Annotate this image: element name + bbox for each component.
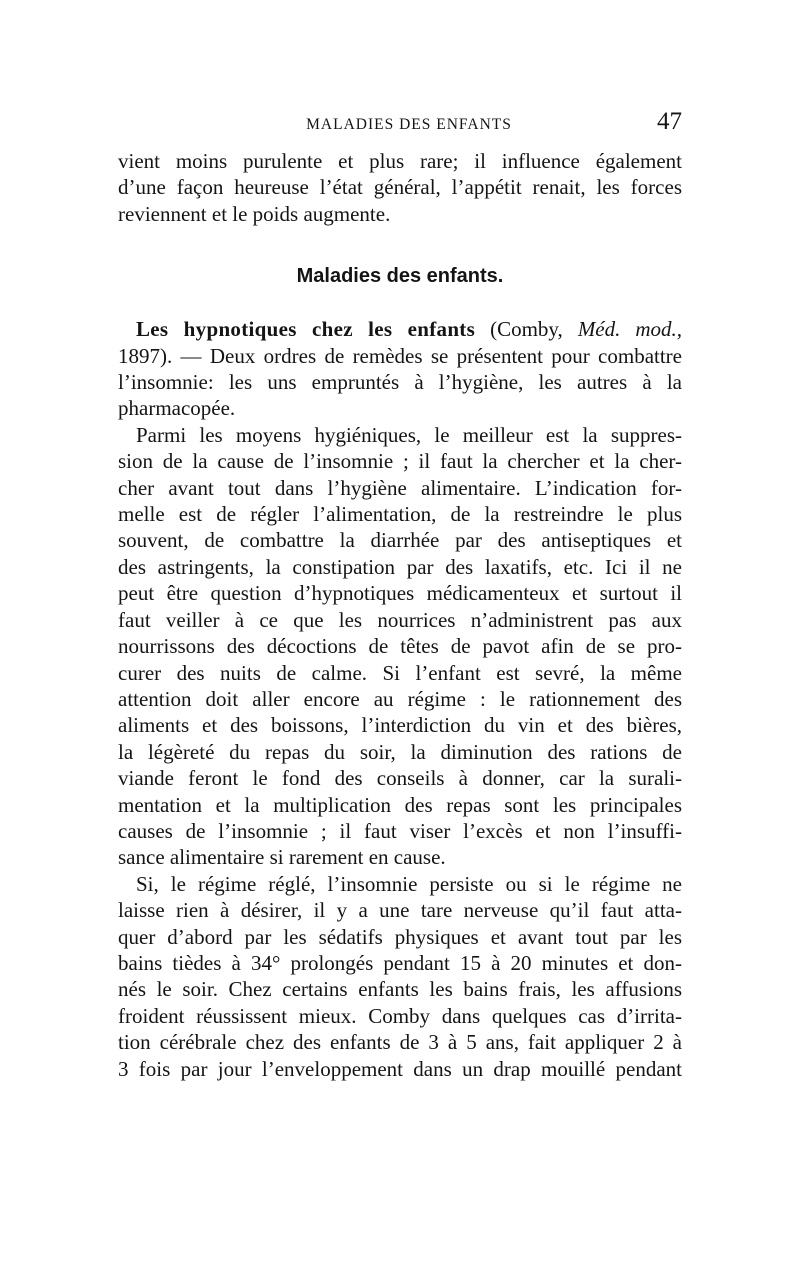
- paragraph-sedatives: [118, 871, 682, 1082]
- paragraph-intro: [118, 316, 682, 422]
- carryover-paragraph: [118, 148, 682, 227]
- text-line: l’insomnie: les uns empruntés à l’hygiène, les autres à la: [118, 370, 682, 395]
- text-line: curer des nuits de calme. Si l’enfant est sevré, la même: [118, 660, 682, 685]
- text-line: peut être question d’hypnotiques médicamenteux et surtout il: [118, 581, 682, 606]
- text-line: mentation et la multiplication des repas sont les principales: [118, 792, 682, 817]
- article-title: Les hypnotiques chez les enfants: [136, 317, 476, 342]
- text-line: Parmi les moyens hygiéniques, le meilleur est la suppres-: [136, 422, 682, 447]
- text-line: bains tièdes à 34° prolongés pendant 15 à 20 minutes et don-: [118, 950, 682, 975]
- text-line: souvent, de combattre la diarrhée par des antiseptiques et: [118, 528, 682, 553]
- text-line: vient moins purulente et plus rare; il influence également: [118, 149, 682, 173]
- article-first-line: [118, 316, 682, 342]
- text-line: causes de l’insomnie ; il faut viser l’excès et non l’insuffi-: [118, 818, 682, 843]
- text-line: faut veiller à ce que les nourrices n’administrent pas aux: [118, 607, 682, 632]
- article-body: [118, 316, 682, 1082]
- text-line: d’une façon heureuse l’état général, l’appétit renait, les forces: [118, 175, 682, 200]
- running-header: [118, 108, 682, 148]
- text-line: froident réussissent mieux. Comby dans quelques cas d’irrita-: [118, 1003, 682, 1028]
- page-number: 47: [657, 108, 682, 135]
- text-line: aliments et des boissons, l’interdiction du vin et des bières,: [118, 713, 682, 738]
- text-line: pharmacopée.: [118, 396, 236, 421]
- text-line: des astringents, la constipation par des laxatifs, etc. Ici il ne: [118, 554, 682, 579]
- text-line: Si, le régime réglé, l’insomnie persiste ou si le régime ne: [136, 871, 682, 896]
- text-line: 1897). — Deux ordres de remèdes se présentent pour combattre: [118, 343, 682, 368]
- text-line: melle est de régler l’alimentation, de la restreindre le plus: [118, 502, 682, 527]
- article-journal: Méd. mod.,: [577, 317, 683, 342]
- text-line: quer d’abord par les sédatifs physiques et avant tout par les: [118, 924, 682, 949]
- text-line: sance alimentaire si rarement en cause.: [118, 845, 446, 870]
- section-heading: Maladies des enfants.: [296, 265, 504, 288]
- text-line: 3 fois par jour l’enveloppement dans un drap mouillé pendant: [118, 1056, 682, 1081]
- text-line: cher avant tout dans l’hygiène alimentaire. L’indication for-: [118, 475, 682, 500]
- article-author: (Comby,: [490, 317, 563, 342]
- text-line: nés le soir. Chez certains enfants les bains frais, les affusions: [118, 977, 682, 1002]
- text-line: nourrissons des décoctions de têtes de pavot afin de se pro-: [118, 634, 682, 659]
- text-line: attention doit aller encore au régime : le rationnement des: [118, 686, 682, 711]
- text-line: laisse rien à désirer, il y a une tare nerveuse qu’il faut atta-: [118, 898, 682, 923]
- running-title: MALADIES DES ENFANTS: [306, 116, 512, 133]
- text-line: reviennent et le poids augmente.: [118, 201, 391, 226]
- book-page: [118, 108, 682, 1082]
- text-line: sion de la cause de l’insomnie ; il faut la chercher et la cher-: [118, 449, 682, 474]
- text-line: la légèreté du repas du soir, la diminution des rations de: [118, 739, 682, 764]
- text-line: viande feront le fond des conseils à donner, car la surali-: [118, 766, 682, 791]
- text-line: tion cérébrale chez des enfants de 3 à 5 ans, fait appliquer 2 à: [118, 1030, 682, 1055]
- paragraph-hygiene: [118, 422, 682, 871]
